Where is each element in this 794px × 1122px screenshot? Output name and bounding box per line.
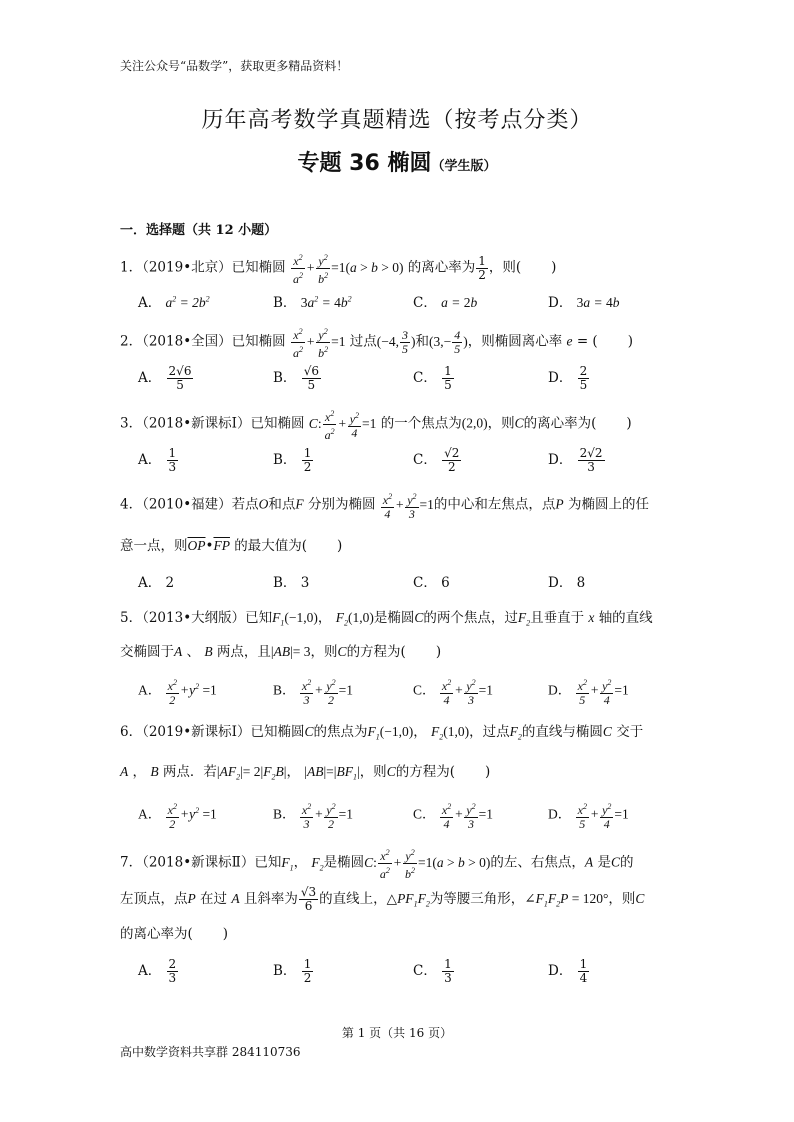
q1-close: ) <box>551 259 557 276</box>
question-2: 2．（2018•全国）已知椭圆 $\frac{x^2}{a^2}$ + $\frac{y^2}{b^2}$ =1 过点(−4, $\frac{3}{5}$ )和(3,− $\frac{4}{5}$ )，则椭圆离心率 e = ( ) <box>120 327 633 360</box>
q4-p1: 和点 <box>268 496 296 513</box>
q2-point2: (3,− $\frac{4}{5}$ ) <box>429 328 468 356</box>
q1-lead: 1．（2019•北京）已知椭圆 <box>120 259 286 276</box>
q5-p2: 的两个焦点，过 <box>423 610 518 626</box>
q3-lead: 3．（2018•新课标Ⅰ）已知椭圆 <box>120 415 305 432</box>
q5-close: ) <box>435 644 442 660</box>
q3-formula: C: $\frac{x^2}{a^2}$ + $\frac{y^2}{4}$ =1 <box>308 409 377 442</box>
q4-lead: 4．（2010•福建）若点 <box>120 496 259 513</box>
q7-p4: 的 <box>619 854 634 871</box>
q7-p2: 的左、右焦点， <box>490 854 585 871</box>
q7-line2e: 为等腰三角形， <box>429 891 525 907</box>
q7-close: ) <box>222 926 229 942</box>
question-7-line3 <box>120 922 228 946</box>
q6-option-a: A． $\frac{x^2}{2}$ $+y^2 =1$ <box>138 802 217 831</box>
q7-line3: 的离心率为( <box>120 926 193 942</box>
q4-close: ) <box>337 538 343 554</box>
q3-mid: 的一个焦点为 <box>380 415 462 432</box>
q5-option-c: C． $\frac{x^2}{4}$ + $\frac{y^2}{3}$ =1 <box>413 678 494 707</box>
q7-option-a: A． $\frac{2}{3}$ <box>138 957 177 985</box>
question-6: 6．（2019•新课标Ⅰ）已知椭圆C的焦点为$F_1(-1,0)$， $F_2(1,0)$，过点$F_2$的直线与椭圆C 交于 <box>120 724 644 742</box>
q5-p4: 轴的直线 <box>598 610 653 626</box>
question-3: 3．（2018•新课标Ⅰ）已知椭圆 C: $\frac{x^2}{a^2}$ + $\frac{y^2}{4}$ =1 的一个焦点为(2,0)，则C的离心率为( ) <box>120 409 632 442</box>
q1-formula: $\frac{x^2}{a^2}$ + $\frac{y^2}{b^2}$ =1(a > b > 0) <box>292 253 404 286</box>
q1-option-d: D． 3a = 4b <box>548 295 620 311</box>
q6-p4: 交于 <box>616 724 644 740</box>
q6-option-d: D． $\frac{x^2}{5}$ + $\frac{y^2}{4}$ =1 <box>548 802 629 831</box>
q4-option-d: D． 8 <box>548 575 586 591</box>
page-subtitle <box>0 146 794 177</box>
q7-line2f: ，则 <box>608 891 636 907</box>
q6-p1: 的焦点为 <box>313 724 368 740</box>
q1-option-a: A． $a^2 = 2b^2$ <box>138 294 210 311</box>
q5-line2b: 两点，且 <box>216 644 271 660</box>
q2-and: 和 <box>415 333 429 350</box>
q4-line2: 意一点，则 <box>120 538 188 554</box>
q6-close: ) <box>484 764 491 780</box>
q2-option-b: B． $\frac{√6}{5}$ <box>273 364 319 392</box>
q7-p1: 是椭圆 <box>323 854 365 871</box>
subtitle-main: 专题 36 椭圆 <box>297 151 432 176</box>
q7-p3: 是 <box>597 854 611 871</box>
question-1 <box>120 251 556 286</box>
q3-option-d: D． $\frac{2√2}{3}$ <box>548 446 603 474</box>
q2-mid: 过点 <box>349 333 377 350</box>
question-5: 5．（2013•大纲版）已知$F_1(-1,0)$， $F_2(1,0)$是椭圆C的两个焦点，过$F_2$且垂直于 x 轴的直线 <box>120 610 653 628</box>
q1-tail: 的离心率为 <box>407 259 476 276</box>
subtitle-small: （学生版） <box>431 159 497 174</box>
q7-line2c: 且斜率为 <box>243 891 298 907</box>
q4-p3: 的中心和左焦点，点 <box>433 496 556 513</box>
q5-line2: 交椭圆于 <box>120 644 174 660</box>
q5-option-a: A． $\frac{x^2}{2}$ $+y^2 =1$ <box>138 678 217 707</box>
q7-lead: 7．（2018•新课标Ⅱ）已知 <box>120 854 282 871</box>
q4-line2b: 的最大值为( <box>234 538 308 554</box>
q6-p2: 过点 <box>482 724 510 740</box>
question-6-line2: A ， B 两点．若$|AF_2|= 2|F_2B|$， $|AB|=|BF_1|$，则C的方程为( ) <box>120 764 491 782</box>
q4-option-a: A． 2 <box>138 575 175 591</box>
q6-line2b: ，则 <box>359 764 387 780</box>
q1-end: ，则( <box>488 259 522 276</box>
q3-tail2: 的离心率为( <box>523 415 597 432</box>
q4-p4: 为椭圆上的任 <box>567 496 649 513</box>
q2-close: ) <box>627 333 633 350</box>
q6-line2c: 的方程为( <box>395 764 455 780</box>
q1-option-b: B． $3a^2 = 4b^2$ <box>273 294 352 311</box>
q3-option-a: A． $\frac{1}{3}$ <box>138 446 177 474</box>
q5-option-b: B． $\frac{x^2}{3}$ + $\frac{y^2}{2}$ =1 <box>273 678 354 707</box>
q3-close: ) <box>626 415 632 432</box>
q5-p3: 且垂直于 <box>530 610 585 626</box>
question-5-line2: 交椭圆于A 、 B 两点，且|AB|= 3，则C的方程为( ) <box>120 644 442 660</box>
question-7-line2: 左顶点，点P 在过 A 且斜率为 $\frac{√3}{6}$ 的直线上，$\triangle PF_1F_2$为等腰三角形，$\angle F_1F_2P = 120^\circ$，则C <box>120 885 645 913</box>
q2-option-a: A． $\frac{2√6}{5}$ <box>138 364 192 392</box>
q6-lead: 6．（2019•新课标Ⅰ）已知椭圆 <box>120 724 305 740</box>
section-heading: 一．选择题（共 12 小题） <box>120 223 278 238</box>
q5-line2d: 的方程为( <box>346 644 406 660</box>
q1-option-c: C． a = 2b <box>413 295 478 311</box>
footer-page-number: 第 1 页（共 16 页） <box>341 1026 453 1040</box>
q5-line2c: ，则 <box>310 644 338 660</box>
question-4-line2: 意一点，则$\overline{OP}•\overline{FP}$ 的最大值为( ) <box>120 538 343 554</box>
q5-lead: 5．（2013•大纲版）已知 <box>120 610 273 626</box>
q7-line2: 左顶点，点 <box>120 891 188 907</box>
q3-tail: ，则 <box>487 415 515 432</box>
q7-option-c: C． $\frac{1}{3}$ <box>413 957 452 985</box>
q2-point1: (−4, $\frac{3}{5}$ ) <box>376 328 416 356</box>
q2-formula: $\frac{x^2}{a^2}$ + $\frac{y^2}{b^2}$ =1 <box>292 327 346 360</box>
q2-option-c: C． $\frac{1}{5}$ <box>413 364 452 392</box>
question-4: 4．（2010•福建）若点O和点F 分别为椭圆 $\frac{x^2}{4}$ + $\frac{y^2}{3}$ =1的中心和左焦点，点P 为椭圆上的任 <box>120 492 649 521</box>
q7-option-b: B． $\frac{1}{2}$ <box>273 957 312 985</box>
q3-focus: (2,0) <box>461 415 488 431</box>
q7-line2d: 的直线上， <box>319 891 387 907</box>
footer-group-note: 高中数学资料共享群 284110736 <box>120 1045 301 1059</box>
q2-lead: 2．（2018•全国）已知椭圆 <box>120 333 286 350</box>
page-title: 历年高考数学真题精选（按考点分类） <box>201 108 593 133</box>
q3-option-c: C． $\frac{√2}{2}$ <box>413 446 460 474</box>
q6-option-b: B． $\frac{x^2}{3}$ + $\frac{y^2}{2}$ =1 <box>273 802 354 831</box>
q2-option-d: D． $\frac{2}{5}$ <box>548 364 588 392</box>
q1-frac: $\frac{1}{2}$ <box>478 253 486 282</box>
q4-option-b: B． 3 <box>273 575 310 591</box>
q6-line2: 两点．若 <box>162 764 217 780</box>
q7-option-d: D． $\frac{1}{4}$ <box>548 957 588 985</box>
q4-option-c: C． 6 <box>413 575 450 591</box>
q7-line2b: 在过 <box>200 891 228 907</box>
q5-p1: 是椭圆 <box>373 610 415 626</box>
header-note: 关注公众号“品数学”，获取更多精品资料！ <box>120 59 349 73</box>
question-7: 7．（2018•新课标Ⅱ）已知$F_1$， $F_2$是椭圆C: $\frac{x^2}{a^2}$ + $\frac{y^2}{b^2}$ =1(a > b > 0)的左、右焦点，A 是C的 <box>120 848 634 881</box>
q2-tail: ，则椭圆离心率 <box>467 333 563 350</box>
q4-p2: 分别为椭圆 <box>307 496 376 513</box>
q6-option-c: C． $\frac{x^2}{4}$ + $\frac{y^2}{3}$ =1 <box>413 802 494 831</box>
q6-p3: 的直线与椭圆 <box>521 724 603 740</box>
q4-formula: $\frac{x^2}{4}$ + $\frac{y^2}{3}$ =1 <box>382 492 434 521</box>
q5-option-d: D． $\frac{x^2}{5}$ + $\frac{y^2}{4}$ =1 <box>548 678 629 707</box>
q3-option-b: B． $\frac{1}{2}$ <box>273 446 312 474</box>
